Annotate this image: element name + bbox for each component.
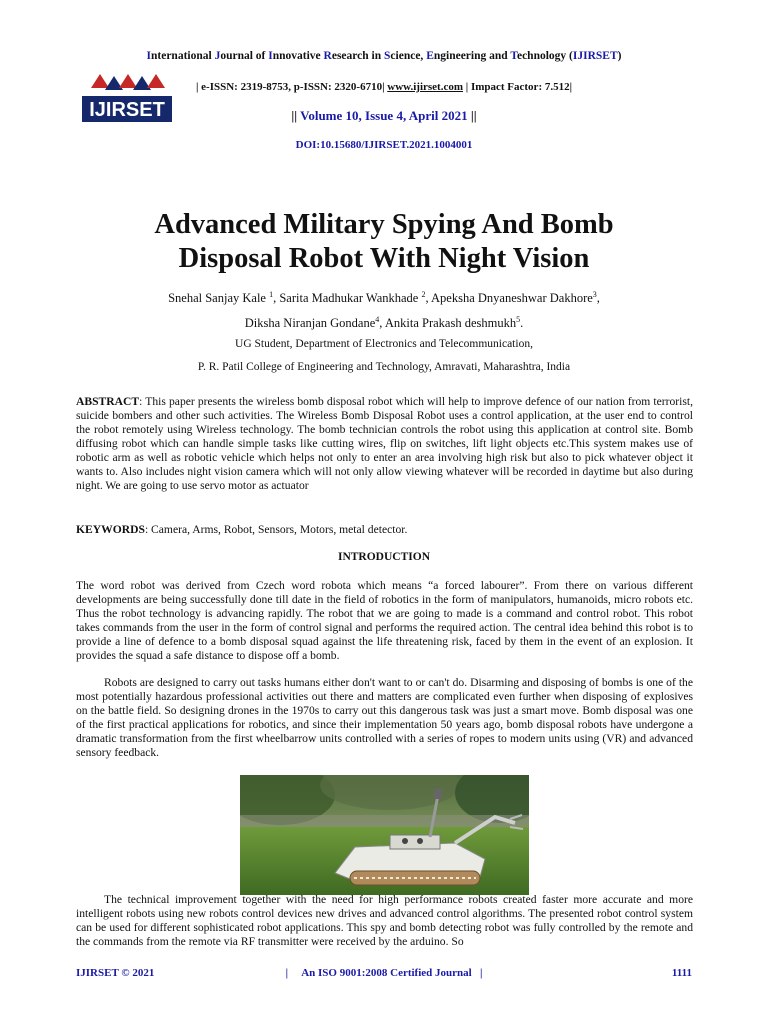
author-separator: , xyxy=(273,291,280,306)
intro-paragraph-3-text: The technical improvement together with the need for high performance robots created faster more accurate and more intelligent robots using new robots control devices new drives and advanced control algorithms. The presented robot control system can be used for different sophisticated robot applications. This spy and bomb detecting robot was fully controlled by the remote and the commands from the remote via RF transmitter were received by the arduino. So xyxy=(76,893,693,948)
introduction-heading: INTRODUCTION xyxy=(337,551,430,563)
volume-text: Volume 10, Issue 4, April 2021 xyxy=(300,108,468,123)
title-line-1: Advanced Military Spying And Bomb xyxy=(154,209,614,240)
journal-abbrev: IJIRSET xyxy=(572,50,618,62)
journal-name-parts xyxy=(147,50,573,62)
author-affiliation-mark: 1 xyxy=(269,290,274,299)
author-name: Sarita Madhukar Wankhade xyxy=(279,291,422,306)
journal-word: ournal of xyxy=(220,50,269,62)
title-line-2: Disposal Robot With Night Vision xyxy=(178,243,590,274)
logo-text: IJIRSET xyxy=(89,99,165,121)
journal-initial: T xyxy=(510,50,517,62)
author-separator: , xyxy=(379,316,385,331)
journal-word: esearch in xyxy=(331,50,385,62)
footer-certification: | An ISO 9001:2008 Certified Journal | xyxy=(285,967,483,979)
journal-initial: J xyxy=(214,50,221,62)
authors-line-1 xyxy=(0,290,768,306)
author-separator: , xyxy=(425,291,432,306)
keywords xyxy=(76,523,693,537)
volume-line: || Volume 10, Issue 4, April 2021 || xyxy=(291,108,477,123)
author-name: Diksha Niranjan Gondane xyxy=(244,316,376,331)
website-link[interactable]: www.ijirset.com xyxy=(387,81,464,93)
journal-word: echnology ( xyxy=(516,50,573,62)
author-affiliation-mark: 2 xyxy=(421,290,426,299)
author-name: Snehal Sanjay Kale xyxy=(168,291,270,306)
intro-paragraph-1-text: The word robot was derived from Czech word robota which means “a forced labourer”. From there on various different developments are being successfully done till date in the field of robotics in the form of manipulators, humanoids, micro robots etc. Thus the robot technology is advancing rapidly. The robot that we are going to made is a command and control robot. This robot takes commands from the user in the form of control signal and performs the required action. The central idea behind this robot is to provide a line of defence to a bomb disposal squad against the life threatening risk, faced by them in the event of an explosion. It provides the squad a safe distance to dispose off a bomb. xyxy=(76,579,693,662)
journal-word: nternational xyxy=(151,50,215,62)
journal-initial: S xyxy=(384,50,391,62)
footer-page-number: 1111 xyxy=(671,967,692,979)
journal-word: nnovative xyxy=(272,50,324,62)
keywords-text: : Camera, Arms, Robot, Sensors, Motors, metal detector. xyxy=(144,523,408,536)
author-name: Ankita Prakash deshmukh xyxy=(384,316,517,331)
journal-word: cience, xyxy=(390,50,427,62)
robot-photo xyxy=(240,775,529,895)
journal-initial: R xyxy=(323,50,332,62)
journal-initial: I xyxy=(268,50,273,62)
intro-paragraph-3 xyxy=(76,893,693,949)
author-affiliation-mark: 5 xyxy=(516,315,521,324)
intro-paragraph-2 xyxy=(76,676,693,760)
author-affiliation-mark: 3 xyxy=(592,290,597,299)
author-affiliation-mark: 4 xyxy=(375,315,380,324)
abstract-text: : This paper presents the wireless bomb disposal robot which will help to improve defence of our nation from terrorist, suicide bombers and other such activities. The Wireless Bomb Disposal Robot uses a control application, at the user end to control the robot remotely using Wireless technology. The bomb technician controls the robot using this application at control site. Bomb diffusing robot which can handle simple tasks like cutting wires, flip on switches, lift light objects etc.This system makes use of robotic arm as well as robotic vehicle which helps not only to enter an area involving high risk but also to pick whatever object it wants to. Also includes night vision camera which will not only allow viewing whatever will be recorded in daytime but also during night. We are going to use servo motor as actuator xyxy=(76,395,693,492)
author-name: Apeksha Dnyaneshwar Dakhore xyxy=(431,291,593,306)
journal-close: ) xyxy=(617,50,622,62)
footer-copyright: IJIRSET © 2021 xyxy=(76,967,155,979)
issn-line xyxy=(196,81,572,93)
journal-word: ngineering and xyxy=(433,50,511,62)
authors-line-2 xyxy=(0,315,768,331)
issn-prefix: | e-ISSN: 2319-8753, p-ISSN: 2320-6710| xyxy=(196,81,388,93)
author-separator: . xyxy=(520,316,524,331)
abstract-label: ABSTRACT xyxy=(76,395,140,408)
intro-paragraph-1 xyxy=(76,579,693,663)
affiliation-department: UG Student, Department of Electronics and Telecommunication, xyxy=(235,338,533,350)
intro-paragraph-2-text: Robots are designed to carry out tasks humans either don't want to or can't do. Disarming and disposing of bombs is one of the most potentially hazardous professional activities out there and matters are complicated even further when disposing of explosives on the battle field. So designing drones in the 1970s to carry out this dangerous task was just a smart move. Bomb disposal was one of the first practical applications for robotics, and since their implementation 50 years ago, bomb disposal robots have undergone a dramatic transformation from the first wheelbarrow units controlled with a series of ropes to modern units using (VR) and advanced sensory feedback. xyxy=(76,676,693,759)
affiliation-college: P. R. Patil College of Engineering and Technology, Amravati, Maharashtra, India xyxy=(197,361,571,373)
journal-initial: I xyxy=(146,50,151,62)
paper-title xyxy=(0,208,768,276)
keywords-label: KEYWORDS xyxy=(76,523,145,536)
journal-initial: E xyxy=(426,50,434,62)
journal-name xyxy=(0,50,768,62)
impact-factor: | Impact Factor: 7.512| xyxy=(463,81,573,93)
abstract xyxy=(76,395,693,493)
author-separator: , xyxy=(596,291,600,306)
doi[interactable]: DOI:10.15680/IJIRSET.2021.1004001 xyxy=(295,139,473,151)
